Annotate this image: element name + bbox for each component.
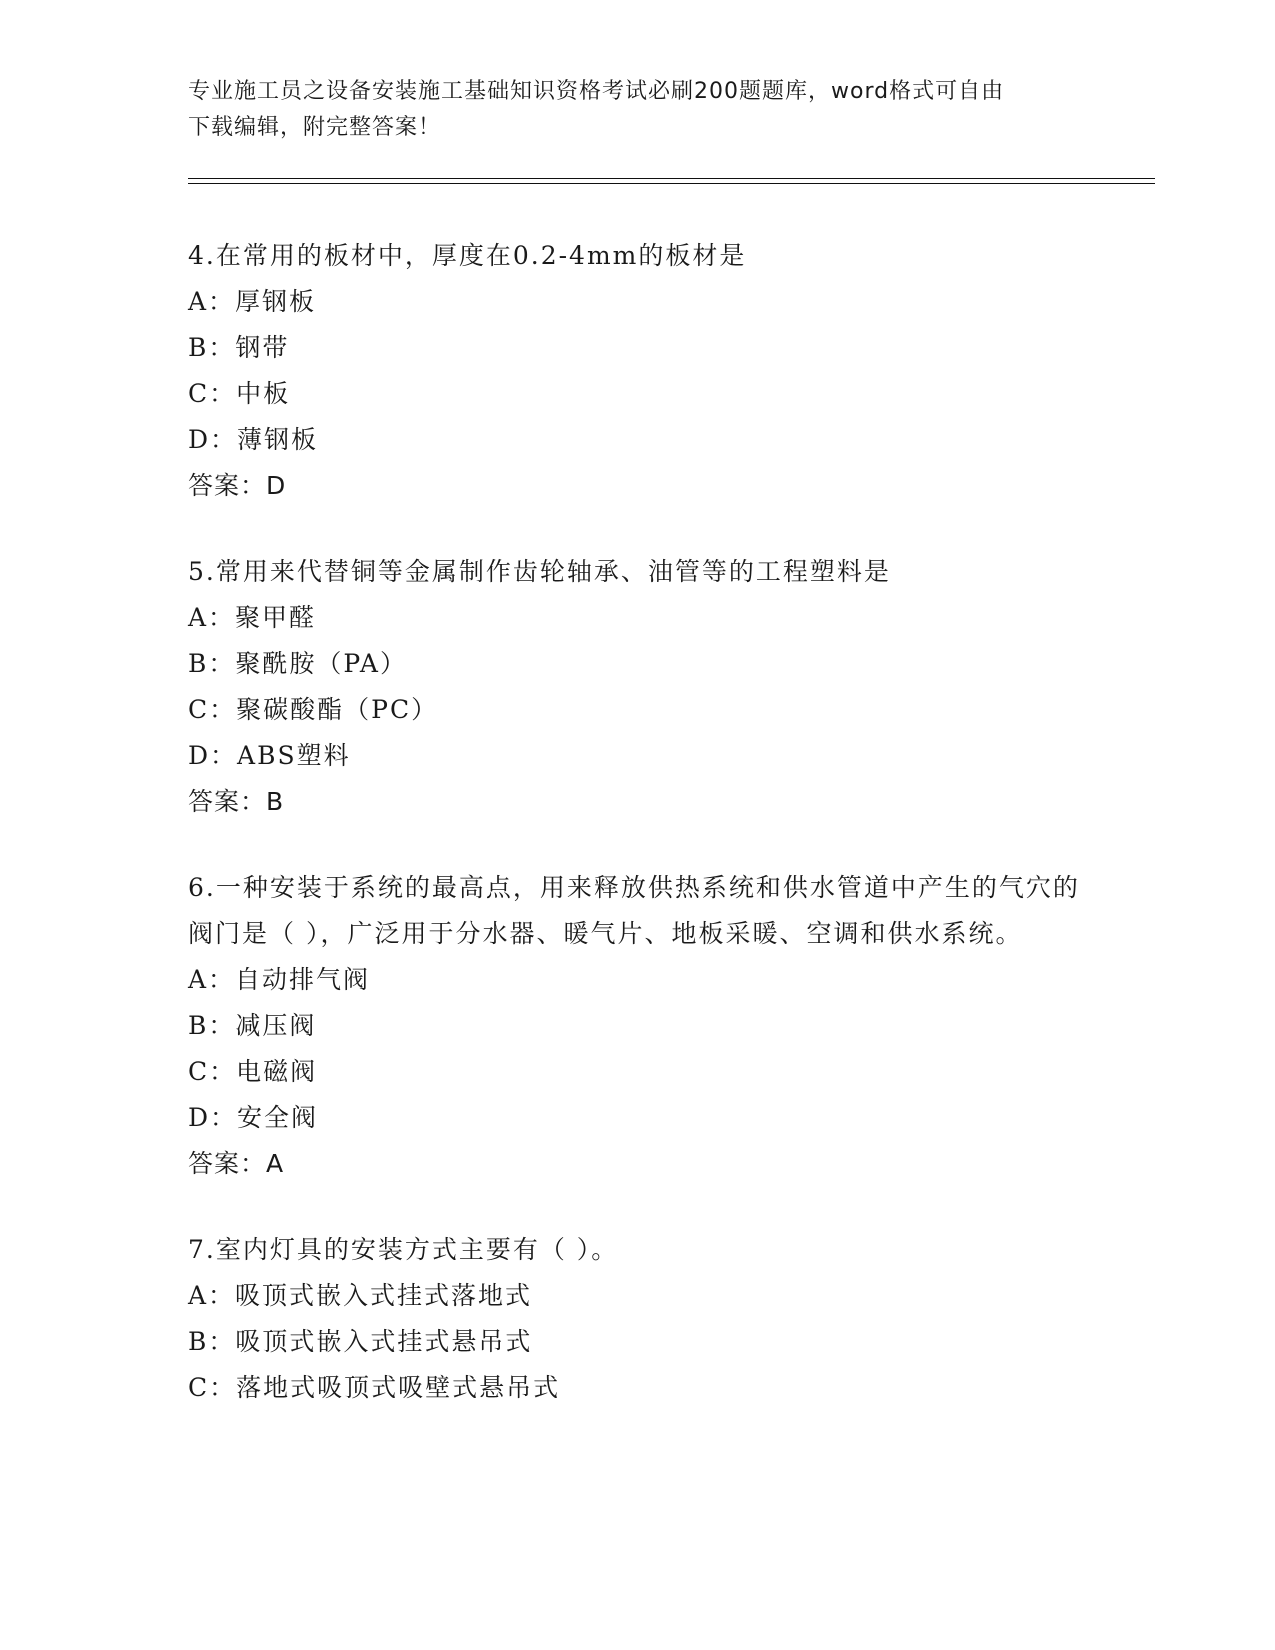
option-a: A：自动排气阀 [188, 965, 371, 994]
header-line-1: 专业施工员之设备安装施工基础知识资格考试必刷200题题库，word格式可自由 [188, 79, 1005, 104]
option-a: A：吸顶式嵌入式挂式落地式 [188, 1281, 533, 1310]
header-divider-top [188, 178, 1155, 179]
option-d: D：薄钢板 [188, 425, 319, 454]
question-6 [188, 865, 1088, 1187]
option-c: C：电磁阀 [188, 1057, 318, 1086]
question-text: 4.在常用的板材中，厚度在0.2-4mm的板材是 [188, 241, 747, 270]
header-line-2: 下载编辑，附完整答案！ [188, 115, 442, 140]
option-c: C：落地式吸顶式吸壁式悬吊式 [188, 1373, 561, 1402]
document-header [188, 74, 1088, 146]
option-c: C：聚碳酸酯（PC） [188, 695, 439, 724]
option-c: C：中板 [188, 379, 291, 408]
question-7 [188, 1227, 1088, 1411]
question-text: 6.一种安装于系统的最高点，用来释放供热系统和供水管道中产生的气穴的阀门是（ ），广泛用于分水器、暖气片、地板采暖、空调和供水系统。 [188, 873, 1080, 948]
option-d: D：安全阀 [188, 1103, 319, 1132]
question-text: 5.常用来代替铜等金属制作齿轮轴承、油管等的工程塑料是 [188, 557, 891, 586]
answer: 答案：D [188, 471, 287, 500]
answer: 答案：B [188, 787, 285, 816]
option-d: D：ABS塑料 [188, 741, 351, 770]
option-b: B：钢带 [188, 333, 290, 362]
question-list [188, 233, 1088, 1451]
question-4 [188, 233, 1088, 509]
question-text: 7.室内灯具的安装方式主要有（ ）。 [188, 1235, 619, 1264]
option-b: B：吸顶式嵌入式挂式悬吊式 [188, 1327, 533, 1356]
option-b: B：减压阀 [188, 1011, 317, 1040]
option-b: B：聚酰胺（PA） [188, 649, 407, 678]
answer: 答案：A [188, 1149, 285, 1178]
question-5 [188, 549, 1088, 825]
option-a: A：厚钢板 [188, 287, 317, 316]
header-divider-bottom [188, 183, 1155, 184]
option-a: A：聚甲醛 [188, 603, 317, 632]
